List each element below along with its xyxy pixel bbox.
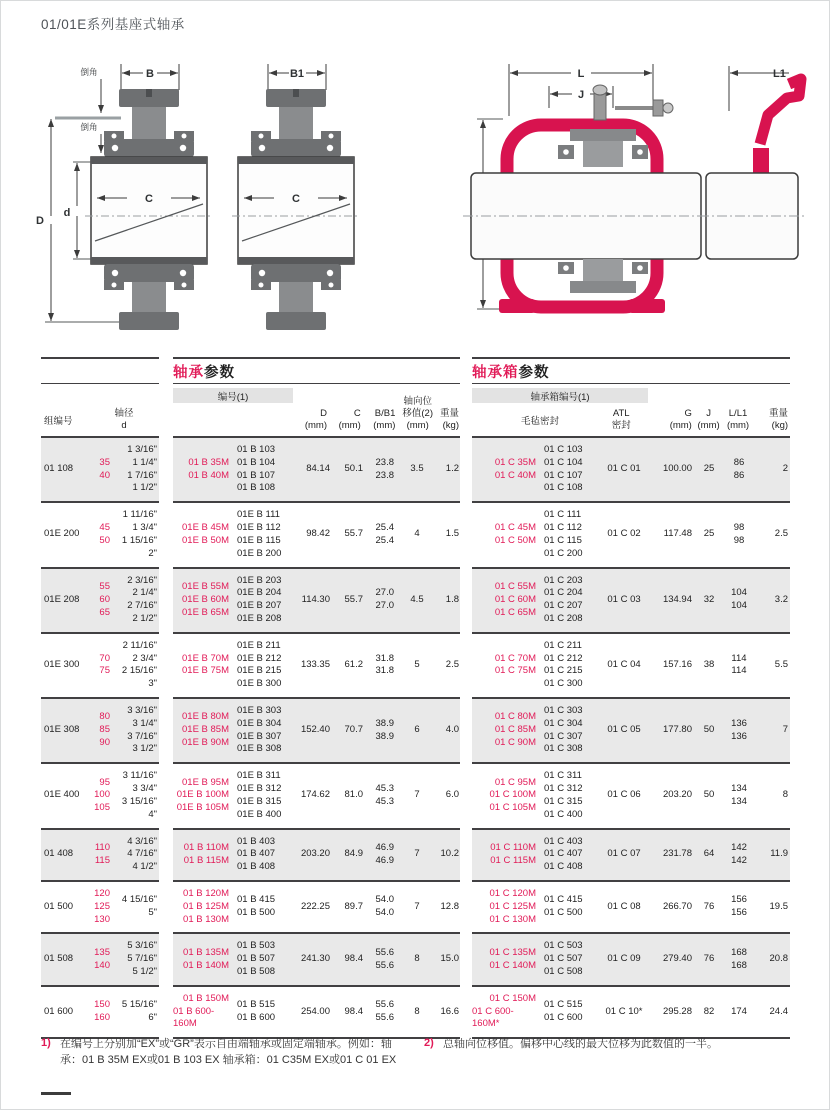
dim-label-L: L xyxy=(577,68,585,80)
column-gap xyxy=(159,764,173,829)
row-left-block xyxy=(41,987,159,1039)
chamfer-label-side: 倒角 xyxy=(80,122,98,132)
dim-C-value: 55.7 xyxy=(344,593,363,605)
dim-label-d: d xyxy=(63,207,71,219)
row-housing-block xyxy=(472,503,790,568)
dim-J-value: 76 xyxy=(703,900,715,912)
column-gap xyxy=(159,934,173,986)
section-title-row xyxy=(41,357,791,384)
column-gap xyxy=(460,634,472,699)
table-row xyxy=(41,569,791,634)
header-atl-seal: ATL 密封 xyxy=(611,408,631,432)
dim-J-value: 50 xyxy=(703,724,715,736)
footer-mark xyxy=(41,1092,71,1095)
dim-G-value: 266.70 xyxy=(662,900,692,912)
shaft-diameter-inch: 3 11/16" 3 3/4" 3 15/16" 4" xyxy=(121,770,157,820)
housing-designation-atl: 01 C 01 xyxy=(607,463,641,475)
row-left-block xyxy=(41,569,159,634)
housing-designation-felt-m: 01 C 35M 01 C 40M xyxy=(494,456,536,481)
row-left-block xyxy=(41,634,159,699)
housing-designation-felt-m: 01 C 95M 01 C 100M 01 C 105M xyxy=(489,776,536,814)
shaft-diameter-metric: 150 160 xyxy=(94,999,110,1024)
column-gap xyxy=(460,934,472,986)
dim-label-L1: L1 xyxy=(773,68,786,80)
dim-J-value: 82 xyxy=(703,1005,715,1017)
dim-G-value: 279.40 xyxy=(662,953,692,965)
housing-designation-atl: 01 C 06 xyxy=(607,789,641,801)
dim-J-value: 32 xyxy=(703,593,715,605)
housing-weight-value: 2.5 xyxy=(774,528,788,540)
dim-D-value: 152.40 xyxy=(300,724,330,736)
row-housing-block xyxy=(472,699,790,764)
row-housing-block xyxy=(472,764,790,829)
header-group-number: 组编号 xyxy=(44,416,73,427)
dim-G-value: 177.80 xyxy=(662,724,692,736)
column-gap xyxy=(159,882,173,934)
housing-designation-felt-m: 01 C 45M 01 C 50M xyxy=(494,522,536,546)
dim-D-value: 174.62 xyxy=(300,789,330,801)
shaft-diameter-inch: 1 11/16" 1 3/4" 1 15/16" 2" xyxy=(121,509,157,559)
housing-designation-felt-m: 01 C 120M 01 C 125M 01 C 130M xyxy=(489,887,536,925)
housing-drawing xyxy=(463,64,731,313)
shaft-diameter-metric: 55 60 65 xyxy=(99,580,110,618)
dim-G-value: 203.20 xyxy=(662,789,692,801)
housing-designation-felt: 01 C 103 01 C 104 01 C 107 01 C 108 xyxy=(544,444,583,494)
housing-designation-felt: 01 C 111 01 C 112 01 C 115 01 C 200 xyxy=(544,509,583,559)
dim-B-value: 55.6 55.6 xyxy=(375,999,394,1024)
table-row xyxy=(41,934,791,986)
dim-C-value: 89.7 xyxy=(344,900,363,912)
shaft-diameter-metric: 135 140 xyxy=(94,946,110,971)
dim-J-value: 64 xyxy=(703,848,715,860)
left-title-spacer xyxy=(41,357,159,384)
row-bearing-block xyxy=(173,882,460,934)
table-row xyxy=(41,699,791,764)
shaft-diameter-metric: 80 85 90 xyxy=(99,711,110,749)
row-left-block xyxy=(41,699,159,764)
housing-designation-atl: 01 C 04 xyxy=(607,658,641,670)
bearing-designation: 01E B 311 01E B 312 01E B 315 01E B 400 xyxy=(237,770,282,820)
bearing-header-block xyxy=(173,384,460,438)
dim-L-L1-value: 142 142 xyxy=(731,841,747,866)
dim-L-L1-value: 174 xyxy=(731,1005,747,1017)
end-cover-drawing xyxy=(699,66,807,259)
group-number: 01E 300 xyxy=(44,658,80,670)
bearing-weight-value: 1.5 xyxy=(445,528,459,540)
table-row xyxy=(41,503,791,568)
footnote-2-text: 总轴向位移值。偏移中心线的最大位移为此数值的一半。 xyxy=(443,1038,718,1050)
bearing-weight-value: 2.5 xyxy=(445,658,459,670)
column-gap xyxy=(460,882,472,934)
bearing-drawing-1 xyxy=(36,64,213,330)
dim-B-value: 27.0 27.0 xyxy=(375,587,394,612)
shaft-diameter-inch: 2 11/16" 2 3/4" 2 15/16" 3" xyxy=(121,639,157,690)
housing-designation-felt-m: 01 C 150M 01 C 600-160M* xyxy=(472,992,536,1030)
group-number: 01E 308 xyxy=(44,724,80,736)
footnote-2 xyxy=(424,1037,781,1069)
column-gap xyxy=(159,569,173,634)
housing-weight-value: 20.8 xyxy=(769,953,788,965)
bearing-designation: 01 B 515 01 B 600 xyxy=(237,999,276,1024)
dim-D-value: 222.25 xyxy=(300,900,330,912)
bearing-designation: 01E B 111 01E B 112 01E B 115 01E B 200 xyxy=(237,509,282,559)
dim-L-L1-value: 136 136 xyxy=(731,717,747,742)
row-housing-block xyxy=(472,569,790,634)
housing-designation-felt: 01 C 515 01 C 600 xyxy=(544,999,583,1024)
housing-designation-felt: 01 C 303 01 C 304 01 C 307 01 C 308 xyxy=(544,705,583,755)
dim-label-B: B xyxy=(146,68,154,80)
spec-table xyxy=(41,357,791,1039)
housing-title-rest: 参数 xyxy=(518,364,550,381)
dim-L-L1-value: 86 86 xyxy=(733,456,745,481)
housing-weight-value: 24.4 xyxy=(769,1005,788,1017)
table-row xyxy=(41,882,791,934)
housing-designation-atl: 01 C 09 xyxy=(607,953,641,965)
housing-designation-atl: 01 C 08 xyxy=(607,900,641,912)
bearing-designation-m: 01 B 35M 01 B 40M xyxy=(188,456,229,481)
dim-D-value: 84.14 xyxy=(306,463,330,475)
shaft-diameter-metric: 95 100 105 xyxy=(94,776,110,814)
dim-label-C2: C xyxy=(292,193,300,205)
shaft-diameter-inch: 5 3/16" 5 7/16" 5 1/2" xyxy=(127,940,157,977)
header-dim-J: J (mm) xyxy=(697,408,720,432)
shaft-diameter-inch: 5 15/16" 6" xyxy=(121,999,157,1024)
bearing-designation: 01E B 211 01E B 212 01E B 215 01E B 300 xyxy=(237,639,282,690)
chamfer-label-top: 倒角 xyxy=(80,67,98,77)
dim-G-value: 295.28 xyxy=(662,1005,692,1017)
housing-designation-felt: 01 C 503 01 C 507 01 C 508 xyxy=(544,940,583,977)
dim-B-value: 31.8 31.8 xyxy=(375,652,394,677)
column-gap xyxy=(159,830,173,882)
housing-weight-value: 3.2 xyxy=(774,593,788,605)
dim-C-value: 50.1 xyxy=(344,463,363,475)
group-number: 01E 400 xyxy=(44,789,80,801)
row-left-block xyxy=(41,764,159,829)
shaft-diameter-metric: 70 75 xyxy=(99,652,110,677)
table-row xyxy=(41,764,791,829)
housing-weight-value: 2 xyxy=(782,463,788,475)
dim-B-value: 45.3 45.3 xyxy=(375,783,394,807)
column-gap xyxy=(159,987,173,1039)
axial-displacement-value: 7 xyxy=(414,789,420,801)
dim-L-L1-value: 114 114 xyxy=(731,652,747,677)
dim-L-L1-value: 156 156 xyxy=(731,894,747,919)
bearing-weight-value: 4.0 xyxy=(445,724,459,736)
column-header-row xyxy=(41,384,791,438)
bearing-designation-m: 01E B 70M 01E B 75M xyxy=(182,652,229,677)
dim-L-L1-value: 134 134 xyxy=(731,783,747,807)
axial-displacement-value: 8 xyxy=(414,953,420,965)
column-gap xyxy=(159,438,173,503)
dim-D-value: 203.20 xyxy=(300,848,330,860)
bearing-title-accent: 轴承 xyxy=(173,364,204,381)
dim-D-value: 241.30 xyxy=(300,953,330,965)
dim-label-C1: C xyxy=(145,193,153,205)
bearing-designation-m: 01 B 110M 01 B 115M xyxy=(183,841,229,866)
row-bearing-block xyxy=(173,830,460,882)
row-housing-block xyxy=(472,634,790,699)
dim-D-value: 254.00 xyxy=(300,1005,330,1017)
row-housing-block xyxy=(472,882,790,934)
column-gap xyxy=(159,699,173,764)
housing-weight-value: 7 xyxy=(782,724,788,736)
housing-designation-atl: 01 C 05 xyxy=(607,724,641,736)
column-gap xyxy=(159,634,173,699)
bearing-weight-value: 10.2 xyxy=(440,848,459,860)
bearing-designation-m: 01 B 150M 01 B 600-160M xyxy=(173,992,229,1030)
dim-G-value: 134.94 xyxy=(662,593,692,605)
housing-header-block xyxy=(472,384,790,438)
shaft-diameter-inch: 4 15/16" 5" xyxy=(121,894,157,919)
row-housing-block xyxy=(472,438,790,503)
axial-displacement-value: 4.5 xyxy=(410,593,424,605)
header-bearing-weight: 重量 (kg) xyxy=(439,408,459,432)
dim-B-value: 38.9 38.9 xyxy=(375,717,394,742)
dim-D-value: 133.35 xyxy=(300,658,330,670)
row-bearing-block xyxy=(173,764,460,829)
bearing-designation: 01E B 203 01E B 204 01E B 207 01E B 208 xyxy=(237,574,282,624)
row-left-block xyxy=(41,503,159,568)
bearing-designation-m: 01E B 95M 01E B 100M 01E B 105M xyxy=(176,776,229,814)
housing-designation-felt: 01 C 311 01 C 312 01 C 315 01 C 400 xyxy=(544,770,583,820)
housing-weight-value: 5.5 xyxy=(774,658,788,670)
group-number: 01 600 xyxy=(44,1005,74,1017)
housing-weight-value: 11.9 xyxy=(770,848,788,860)
dim-C-value: 98.4 xyxy=(344,1005,363,1017)
dim-C-value: 81.0 xyxy=(344,789,363,801)
group-number: 01 500 xyxy=(44,900,74,912)
table-row xyxy=(41,438,791,503)
bearing-designation: 01 B 503 01 B 507 01 B 508 xyxy=(237,940,276,977)
housing-designation-felt-m: 01 C 80M 01 C 85M 01 C 90M xyxy=(494,711,536,749)
housing-designation-felt-m: 01 C 70M 01 C 75M xyxy=(494,652,536,677)
shaft-diameter-inch: 4 3/16" 4 7/16" 4 1/2" xyxy=(127,835,157,873)
shaft-diameter-metric: 45 50 xyxy=(99,522,110,546)
bearing-designation: 01E B 303 01E B 304 01E B 307 01E B 308 xyxy=(237,705,282,755)
dim-J-value: 38 xyxy=(703,658,715,670)
dim-label-B1: B1 xyxy=(289,68,305,80)
table-row xyxy=(41,987,791,1039)
header-dim-C: C (mm) xyxy=(338,408,361,432)
housing-designation-felt-m: 01 C 135M 01 C 140M xyxy=(489,946,536,971)
row-bearing-block xyxy=(173,569,460,634)
header-dim-D: D (mm) xyxy=(304,408,328,432)
column-gap xyxy=(460,699,472,764)
header-dim-G: G (mm) xyxy=(669,408,692,432)
housing-designation-felt: 01 C 403 01 C 407 01 C 408 xyxy=(544,835,583,873)
axial-displacement-value: 7 xyxy=(414,900,420,912)
dim-J-value: 76 xyxy=(703,953,715,965)
dim-label-J: J xyxy=(577,89,585,101)
dim-D-value: 98.42 xyxy=(306,528,330,540)
group-number: 01 508 xyxy=(44,953,74,965)
shaft-diameter-metric: 110 115 xyxy=(94,841,110,866)
dim-B-value: 54.0 54.0 xyxy=(375,894,394,919)
housing-designation-felt-m: 01 C 55M 01 C 60M 01 C 65M xyxy=(494,580,536,618)
column-gap xyxy=(460,438,472,503)
table-body xyxy=(41,438,791,1039)
column-gap xyxy=(460,503,472,568)
dim-C-value: 98.4 xyxy=(344,953,363,965)
dimension-diagram xyxy=(31,56,821,341)
housing-designation-atl: 01 C 10* xyxy=(605,1005,643,1017)
housing-section-title xyxy=(472,357,790,384)
dim-J-value: 50 xyxy=(703,789,715,801)
bearing-title-rest: 参数 xyxy=(204,364,235,381)
dim-J-value: 25 xyxy=(703,463,715,475)
group-number: 01E 200 xyxy=(44,528,80,540)
dim-B-value: 46.9 46.9 xyxy=(375,841,394,866)
bearing-designation: 01 B 415 01 B 500 xyxy=(237,894,276,919)
header-dim-L-L1: L/L1 (mm) xyxy=(726,408,750,432)
dim-L-L1-value: 98 98 xyxy=(733,522,745,546)
dim-B-value: 55.6 55.6 xyxy=(375,946,394,971)
page-title: 01/01E系列基座式轴承 xyxy=(41,17,185,32)
column-gap xyxy=(460,764,472,829)
bearing-weight-value: 1.8 xyxy=(445,593,459,605)
axial-displacement-value: 7 xyxy=(414,848,420,860)
dim-G-value: 157.16 xyxy=(662,658,692,670)
shaft-diameter-metric: 120 125 130 xyxy=(94,887,110,925)
housing-title-accent: 轴承箱 xyxy=(472,364,519,381)
footnote-2-number: 2) xyxy=(424,1037,434,1049)
shaft-diameter-metric: 35 40 xyxy=(99,456,110,481)
row-bearing-block xyxy=(173,934,460,986)
table-row xyxy=(41,634,791,699)
left-header-block xyxy=(41,384,159,438)
bearing-designation-m: 01E B 80M 01E B 85M 01E B 90M xyxy=(182,711,229,749)
axial-displacement-value: 4 xyxy=(414,528,420,540)
header-housing-weight: 重量 (kg) xyxy=(769,408,789,432)
header-felt-seal: 毛毡密封 xyxy=(520,416,559,427)
bearing-designation-m: 01 B 120M 01 B 125M 01 B 130M xyxy=(183,887,229,925)
row-bearing-block xyxy=(173,987,460,1039)
bearing-designation-m: 01 B 135M 01 B 140M xyxy=(183,946,229,971)
dim-label-D: D xyxy=(36,215,44,227)
housing-weight-value: 8 xyxy=(782,789,788,801)
column-gap xyxy=(460,569,472,634)
housing-designation-felt: 01 C 211 01 C 212 01 C 215 01 C 300 xyxy=(544,639,583,690)
bearing-designation-m: 01E B 55M 01E B 60M 01E B 65M xyxy=(182,580,229,618)
footnotes xyxy=(41,1037,793,1069)
shaft-diameter-inch: 1 3/16" 1 1/4" 1 7/16" 1 1/2" xyxy=(127,444,157,494)
group-number: 01E 208 xyxy=(44,593,80,605)
bearing-weight-value: 1.2 xyxy=(445,463,459,475)
bearing-drawing-2 xyxy=(232,64,360,330)
row-housing-block xyxy=(472,934,790,986)
dim-L-L1-value: 168 168 xyxy=(731,946,747,971)
table-row xyxy=(41,830,791,882)
bearing-weight-value: 16.6 xyxy=(440,1005,459,1017)
row-housing-block xyxy=(472,987,790,1039)
group-number: 01 108 xyxy=(44,463,74,475)
housing-weight-value: 19.5 xyxy=(769,900,788,912)
dim-C-value: 55.7 xyxy=(344,528,363,540)
dim-D-value: 114.30 xyxy=(301,593,330,605)
bearing-weight-value: 12.8 xyxy=(440,900,459,912)
housing-designation-felt-m: 01 C 110M 01 C 115M xyxy=(490,841,536,866)
dim-B-value: 23.8 23.8 xyxy=(375,456,394,481)
header-shaft-diameter: 轴径 d xyxy=(114,408,134,432)
group-number: 01 408 xyxy=(44,848,74,860)
row-housing-block xyxy=(472,830,790,882)
row-left-block xyxy=(41,882,159,934)
dim-G-value: 231.78 xyxy=(662,848,692,860)
row-left-block xyxy=(41,934,159,986)
row-bearing-block xyxy=(173,634,460,699)
bearing-section-title xyxy=(173,357,460,384)
column-gap xyxy=(460,987,472,1039)
footnote-1-number: 1) xyxy=(41,1037,51,1049)
shaft-diameter-inch: 3 3/16" 3 1/4" 3 7/16" 3 1/2" xyxy=(127,705,157,755)
housing-designation-band: 轴承箱编号(1) xyxy=(472,388,648,403)
dim-L-L1-value: 104 104 xyxy=(731,587,747,612)
housing-designation-atl: 01 C 02 xyxy=(607,528,641,540)
bearing-designation: 01 B 403 01 B 407 01 B 408 xyxy=(237,835,276,873)
dim-G-value: 100.00 xyxy=(662,463,692,475)
row-left-block xyxy=(41,438,159,503)
dim-G-value: 117.48 xyxy=(663,528,692,540)
footnote-1-text: 在编号上分别加“EX”或“GR”表示自由端轴承或固定端轴承。例如：轴承：01 B 35M EX或01 B 103 EX 轴承箱：01 C35M EX或01 C 01 EX xyxy=(60,1038,397,1066)
column-gap xyxy=(159,503,173,568)
axial-displacement-value: 8 xyxy=(414,1005,420,1017)
axial-displacement-value: 6 xyxy=(414,724,420,736)
bearing-weight-value: 15.0 xyxy=(440,953,459,965)
footnote-1 xyxy=(41,1037,400,1069)
dim-C-value: 70.7 xyxy=(344,724,363,736)
row-bearing-block xyxy=(173,699,460,764)
axial-displacement-value: 5 xyxy=(414,658,420,670)
axial-displacement-value: 3.5 xyxy=(410,463,424,475)
housing-designation-atl: 01 C 03 xyxy=(607,593,641,605)
row-left-block xyxy=(41,830,159,882)
header-axial-displacement: 轴向位 移值(2) (mm) xyxy=(402,396,433,432)
bearing-designation: 01 B 103 01 B 104 01 B 107 01 B 108 xyxy=(237,444,276,494)
housing-designation-felt: 01 C 203 01 C 204 01 C 207 01 C 208 xyxy=(544,574,583,624)
shaft-diameter-inch: 2 3/16" 2 1/4" 2 7/16" 2 1/2" xyxy=(127,574,157,624)
bearing-designation-m: 01E B 45M 01E B 50M xyxy=(182,522,229,546)
column-gap xyxy=(460,830,472,882)
dim-B-value: 25.4 25.4 xyxy=(375,522,394,546)
header-dim-B: B/B1 (mm) xyxy=(373,408,396,432)
bearing-designation-band: 编号(1) xyxy=(173,388,293,403)
housing-designation-felt: 01 C 415 01 C 500 xyxy=(544,894,583,919)
row-bearing-block xyxy=(173,503,460,568)
dim-J-value: 25 xyxy=(703,528,715,540)
row-bearing-block xyxy=(173,438,460,503)
dim-C-value: 61.2 xyxy=(344,658,363,670)
bearing-weight-value: 6.0 xyxy=(445,789,459,801)
housing-designation-atl: 01 C 07 xyxy=(607,848,641,860)
dim-C-value: 84.9 xyxy=(344,848,363,860)
